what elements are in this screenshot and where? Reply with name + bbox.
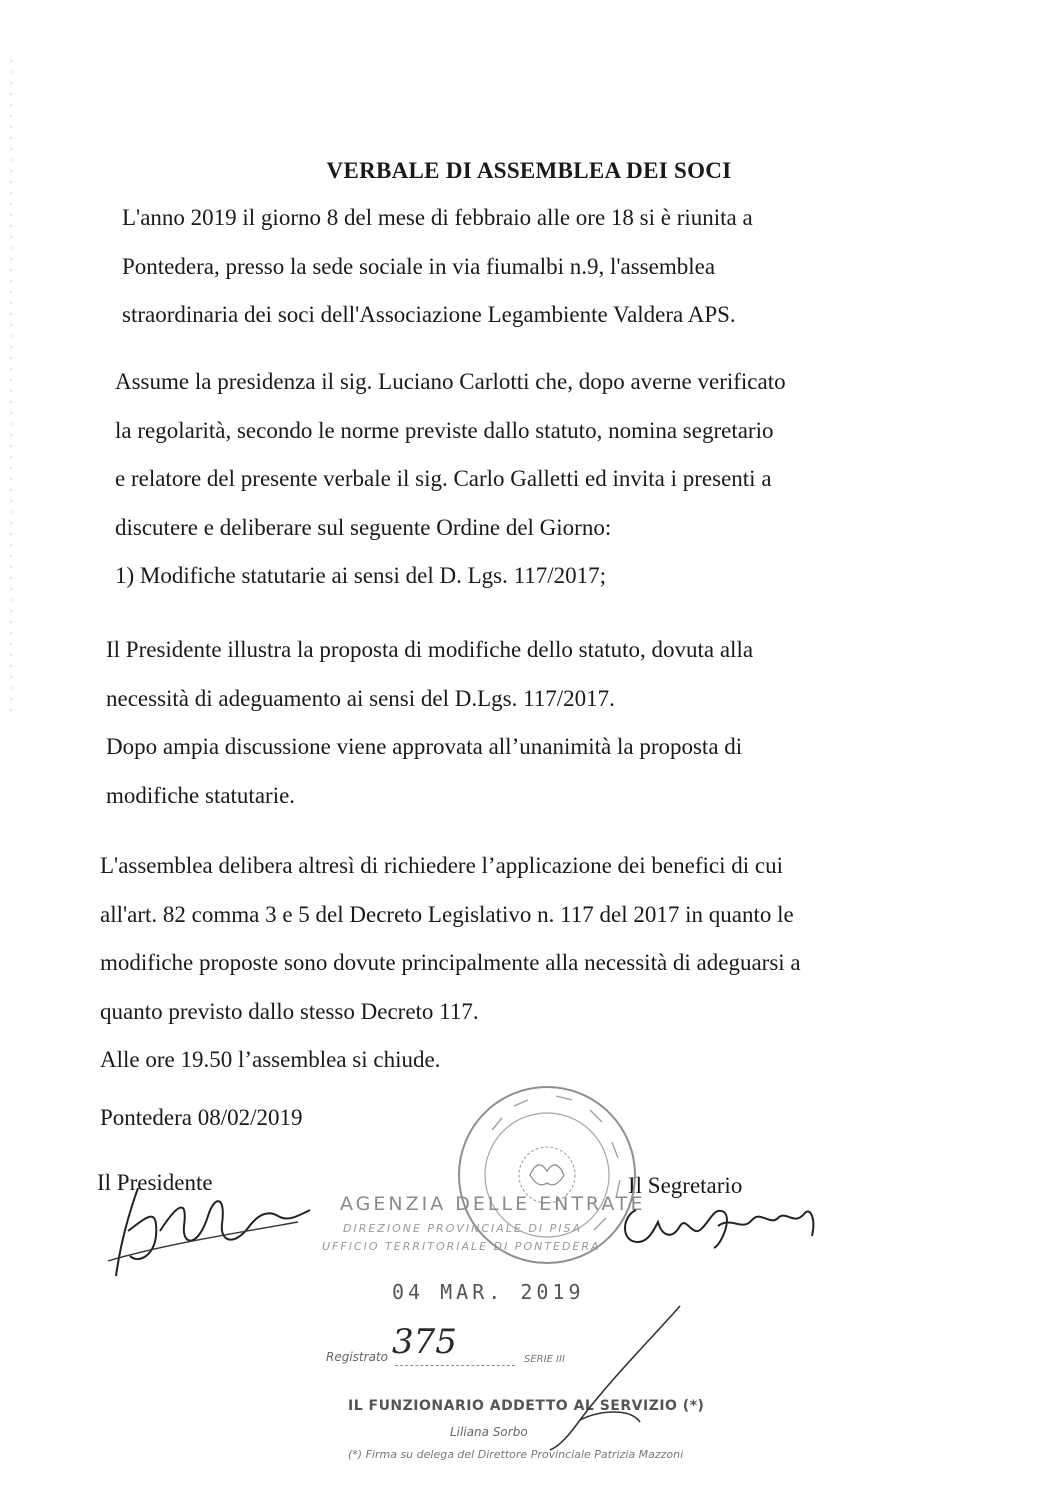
stamp-date: 04 MAR. 2019 xyxy=(392,1280,585,1304)
text-line: la regolarità, secondo le norme previste dallo statuto, nomina segretario xyxy=(115,417,774,443)
closing-line: Alle ore 19.50 l’assemblea si chiude. xyxy=(100,1047,441,1072)
official-label: IL FUNZIONARIO ADDETTO AL SERVIZIO (*) xyxy=(348,1398,705,1414)
text-line: Pontedera, presso la sede sociale in via fiumalbi n.9, l'assemblea xyxy=(122,253,716,279)
paragraph-opening xyxy=(122,194,892,340)
stamp-agency: AGENZIA DELLE ENTRATE xyxy=(340,1193,646,1215)
official-name: Liliana Sorbo xyxy=(450,1425,528,1439)
text-line: modifiche proposte sono dovute principalmente alla necessità di adeguarsi a xyxy=(100,950,801,975)
registered-label: Registrato xyxy=(326,1350,388,1364)
secretary-signature xyxy=(614,1196,824,1256)
registration-number: 375 xyxy=(392,1322,457,1362)
text-line: Il Presidente illustra la proposta di modifiche dello statuto, dovuta alla xyxy=(106,637,754,662)
official-signature xyxy=(520,1300,700,1460)
text-line: quanto previsto dallo stesso Decreto 117. xyxy=(100,998,479,1024)
place-date: Pontedera 08/02/2019 xyxy=(100,1105,303,1130)
text-line: L'assemblea delibera altresì di richiedere l’applicazione dei benefici di cui xyxy=(100,853,783,878)
paragraph-discussion xyxy=(106,626,926,820)
text-line: necessità di adeguamento ai sensi del D.Lgs. 117/2017. xyxy=(106,685,615,711)
secretary-label: Il Segretario xyxy=(628,1173,743,1198)
text-line: discutere e deliberare sul seguente Ordine del Giorno: xyxy=(115,514,612,540)
paragraph-presidency xyxy=(115,358,927,601)
text-line: straordinaria dei soci dell'Associazione Legambiente Valdera APS. xyxy=(122,302,736,327)
text-line: modifiche statutarie. xyxy=(106,782,296,808)
series-label: SERIE III xyxy=(524,1354,565,1365)
president-signature xyxy=(98,1176,318,1286)
stamp-footnote: (*) Firma su delega del Direttore Provinciale Patrizia Mazzoni xyxy=(348,1448,684,1461)
stamp-direzione: DIREZIONE PROVINCIALE DI PISA xyxy=(343,1222,582,1235)
document-title: VERBALE DI ASSEMBLEA DEI SOCI xyxy=(326,158,732,183)
text-line: Dopo ampia discussione viene approvata all’unanimità la proposta di xyxy=(106,734,743,759)
text-line: Assume la presidenza il sig. Luciano Carlotti che, dopo averne verificato xyxy=(115,369,786,394)
agenda-item: 1) Modifiche statutarie ai sensi del D. Lgs. 117/2017; xyxy=(115,563,606,588)
text-line: e relatore del presente verbale il sig. Carlo Galletti ed invita i presenti a xyxy=(115,466,772,491)
president-label: Il Presidente xyxy=(97,1170,213,1195)
paragraph-deliberation xyxy=(100,842,926,1085)
text-line: L'anno 2019 il giorno 8 del mese di febbraio alle ore 18 si è riunita a xyxy=(122,205,753,230)
stamp-ufficio: UFFICIO TERRITORIALE DI PONTEDERA xyxy=(322,1240,601,1253)
registration-line xyxy=(395,1365,515,1366)
text-line: all'art. 82 comma 3 e 5 del Decreto Legislativo n. 117 del 2017 in quanto le xyxy=(100,901,794,927)
